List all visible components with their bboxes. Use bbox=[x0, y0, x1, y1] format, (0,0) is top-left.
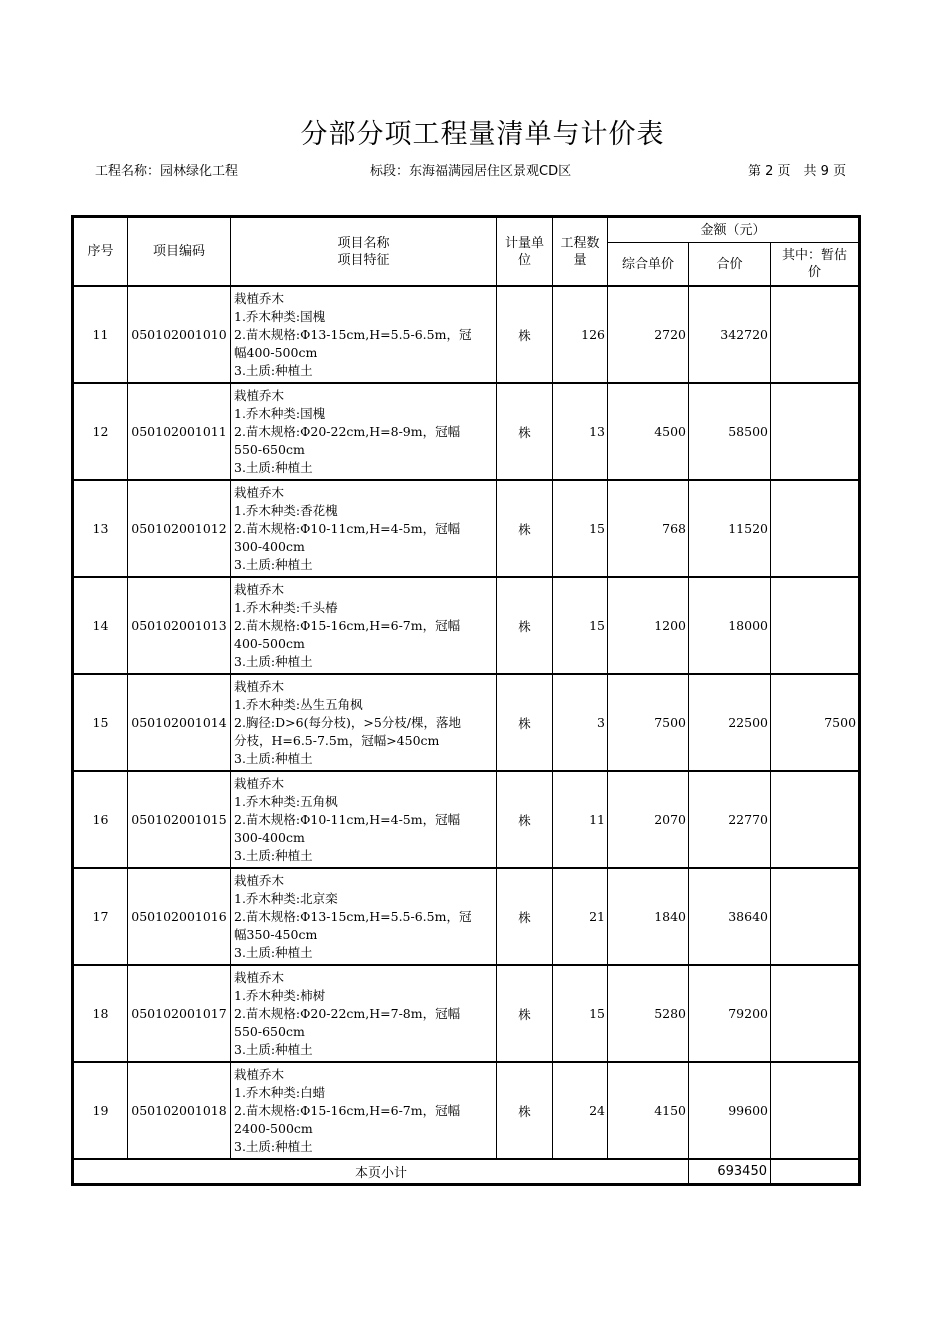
feature-line: 栽植乔木 bbox=[234, 290, 285, 306]
row-feature bbox=[231, 286, 497, 383]
row-code: 050102001015 bbox=[128, 771, 231, 868]
row-total: 18000 bbox=[689, 577, 771, 674]
table-row bbox=[73, 674, 860, 771]
feature-line: 3.土质:种植土 bbox=[234, 944, 313, 960]
feature-line: 栽植乔木 bbox=[234, 775, 285, 791]
row-qty: 15 bbox=[553, 577, 608, 674]
feature-line: 1.乔木种类:丛生五角枫 bbox=[234, 696, 363, 712]
row-code: 050102001018 bbox=[128, 1062, 231, 1159]
row-seq: 16 bbox=[73, 771, 128, 868]
feature-line: 1.乔木种类:国槐 bbox=[234, 405, 326, 421]
row-feature bbox=[231, 480, 497, 577]
row-provisional bbox=[771, 286, 860, 383]
row-feature bbox=[231, 577, 497, 674]
feature-line: 300-400cm bbox=[234, 829, 305, 845]
row-total: 79200 bbox=[689, 965, 771, 1062]
row-total: 11520 bbox=[689, 480, 771, 577]
row-feature bbox=[231, 674, 497, 771]
row-total: 22500 bbox=[689, 674, 771, 771]
row-unit-price: 768 bbox=[608, 480, 689, 577]
table-row bbox=[73, 286, 860, 383]
row-qty: 24 bbox=[553, 1062, 608, 1159]
row-qty: 3 bbox=[553, 674, 608, 771]
row-qty: 126 bbox=[553, 286, 608, 383]
row-unit-price: 1200 bbox=[608, 577, 689, 674]
row-unit: 株 bbox=[497, 480, 553, 577]
feature-line: 2.苗木规格:Φ15-16cm,H=6-7m，冠幅 bbox=[234, 1102, 461, 1118]
feature-line: 550-650cm bbox=[234, 1023, 305, 1039]
row-qty: 11 bbox=[553, 771, 608, 868]
subtotal-label: 本页小计 bbox=[73, 1159, 689, 1185]
feature-line: 1.乔木种类:香花槐 bbox=[234, 502, 338, 518]
row-seq: 14 bbox=[73, 577, 128, 674]
row-seq: 18 bbox=[73, 965, 128, 1062]
feature-line: 2.苗木规格:Φ10-11cm,H=4-5m，冠幅 bbox=[234, 520, 461, 536]
bill-of-quantities-table bbox=[71, 215, 861, 1186]
header-unit: 计量单位 bbox=[497, 217, 553, 287]
row-total: 38640 bbox=[689, 868, 771, 965]
row-qty: 21 bbox=[553, 868, 608, 965]
feature-line: 550-650cm bbox=[234, 441, 305, 457]
row-code: 050102001013 bbox=[128, 577, 231, 674]
feature-line: 2.胸径:D>6(每分枝)，>5分枝/棵，落地 bbox=[234, 714, 461, 730]
feature-line: 1.乔木种类:白蜡 bbox=[234, 1084, 326, 1100]
page-number: 第 2 页 共 9 页 bbox=[748, 164, 847, 179]
table-row bbox=[73, 965, 860, 1062]
row-feature bbox=[231, 383, 497, 480]
feature-line: 1.乔木种类:北京栾 bbox=[234, 890, 338, 906]
row-total: 99600 bbox=[689, 1062, 771, 1159]
subtotal-row bbox=[73, 1159, 860, 1185]
row-unit-price: 1840 bbox=[608, 868, 689, 965]
row-provisional bbox=[771, 383, 860, 480]
feature-line: 3.土质:种植土 bbox=[234, 556, 313, 572]
feature-line: 300-400cm bbox=[234, 538, 305, 554]
row-feature bbox=[231, 771, 497, 868]
row-provisional bbox=[771, 771, 860, 868]
row-code: 050102001011 bbox=[128, 383, 231, 480]
row-provisional bbox=[771, 480, 860, 577]
table-row bbox=[73, 1062, 860, 1159]
row-code: 050102001017 bbox=[128, 965, 231, 1062]
row-feature bbox=[231, 868, 497, 965]
row-provisional bbox=[771, 868, 860, 965]
row-unit: 株 bbox=[497, 286, 553, 383]
row-seq: 12 bbox=[73, 383, 128, 480]
subtotal-value: 693450 bbox=[689, 1159, 771, 1185]
feature-line: 3.土质:种植土 bbox=[234, 1138, 313, 1154]
row-seq: 13 bbox=[73, 480, 128, 577]
feature-line: 400-500cm bbox=[234, 635, 305, 651]
feature-line: 2.苗木规格:Φ20-22cm,H=8-9m，冠幅 bbox=[234, 423, 461, 439]
row-total: 22770 bbox=[689, 771, 771, 868]
row-seq: 15 bbox=[73, 674, 128, 771]
subtotal-provisional bbox=[771, 1159, 860, 1185]
feature-line: 2400-500cm bbox=[234, 1120, 313, 1136]
row-seq: 17 bbox=[73, 868, 128, 965]
feature-line: 2.苗木规格:Φ15-16cm,H=6-7m，冠幅 bbox=[234, 617, 461, 633]
row-provisional: 7500 bbox=[771, 674, 860, 771]
row-unit-price: 2720 bbox=[608, 286, 689, 383]
feature-line: 1.乔木种类:国槐 bbox=[234, 308, 326, 324]
header-unit-price: 综合单价 bbox=[608, 243, 689, 287]
row-provisional bbox=[771, 1062, 860, 1159]
row-code: 050102001012 bbox=[128, 480, 231, 577]
project-name: 工程名称：园林绿化工程 bbox=[95, 164, 239, 179]
row-unit: 株 bbox=[497, 674, 553, 771]
row-unit: 株 bbox=[497, 1062, 553, 1159]
feature-line: 2.苗木规格:Φ13-15cm,H=5.5-6.5m，冠 bbox=[234, 908, 472, 924]
table-row bbox=[73, 480, 860, 577]
row-unit-price: 2070 bbox=[608, 771, 689, 868]
header-provisional: 其中：暂估价 bbox=[771, 243, 860, 287]
page-title: 分部分项工程量清单与计价表 bbox=[300, 119, 665, 150]
feature-line: 3.土质:种植土 bbox=[234, 1041, 313, 1057]
header-code: 项目编码 bbox=[128, 217, 231, 287]
header-total: 合价 bbox=[689, 243, 771, 287]
row-feature bbox=[231, 965, 497, 1062]
row-qty: 13 bbox=[553, 383, 608, 480]
table-row bbox=[73, 383, 860, 480]
feature-line: 栽植乔木 bbox=[234, 1066, 285, 1082]
row-unit: 株 bbox=[497, 383, 553, 480]
row-unit: 株 bbox=[497, 771, 553, 868]
row-code: 050102001014 bbox=[128, 674, 231, 771]
row-total: 342720 bbox=[689, 286, 771, 383]
feature-line: 1.乔木种类:五角枫 bbox=[234, 793, 338, 809]
table-row bbox=[73, 868, 860, 965]
row-code: 050102001016 bbox=[128, 868, 231, 965]
feature-line: 栽植乔木 bbox=[234, 969, 285, 985]
header-qty: 工程数量 bbox=[553, 217, 608, 287]
table-row bbox=[73, 577, 860, 674]
feature-line: 2.苗木规格:Φ10-11cm,H=4-5m，冠幅 bbox=[234, 811, 461, 827]
feature-line: 3.土质:种植土 bbox=[234, 459, 313, 475]
feature-line: 幅350-450cm bbox=[234, 926, 318, 942]
row-seq: 11 bbox=[73, 286, 128, 383]
header-name: 项目名称 bbox=[337, 235, 390, 251]
row-provisional bbox=[771, 577, 860, 674]
row-code: 050102001010 bbox=[128, 286, 231, 383]
row-unit-price: 4500 bbox=[608, 383, 689, 480]
feature-line: 栽植乔木 bbox=[234, 484, 285, 500]
header-amount: 金额（元） bbox=[608, 217, 860, 243]
feature-line: 栽植乔木 bbox=[234, 872, 285, 888]
row-unit: 株 bbox=[497, 965, 553, 1062]
feature-line: 3.土质:种植土 bbox=[234, 362, 313, 378]
feature-line: 3.土质:种植土 bbox=[234, 653, 313, 669]
table-row bbox=[73, 771, 860, 868]
section-label: 标段：东海福满园居住区景观CD区 bbox=[370, 164, 572, 179]
row-unit: 株 bbox=[497, 868, 553, 965]
row-feature bbox=[231, 1062, 497, 1159]
row-provisional bbox=[771, 965, 860, 1062]
feature-line: 分枝，H=6.5-7.5m，冠幅>450cm bbox=[234, 732, 440, 748]
row-total: 58500 bbox=[689, 383, 771, 480]
row-seq: 19 bbox=[73, 1062, 128, 1159]
row-unit: 株 bbox=[497, 577, 553, 674]
feature-line: 栽植乔木 bbox=[234, 387, 285, 403]
feature-line: 3.土质:种植土 bbox=[234, 750, 313, 766]
row-qty: 15 bbox=[553, 965, 608, 1062]
row-unit-price: 4150 bbox=[608, 1062, 689, 1159]
feature-line: 3.土质:种植土 bbox=[234, 847, 313, 863]
feature-line: 栽植乔木 bbox=[234, 581, 285, 597]
feature-line: 2.苗木规格:Φ13-15cm,H=5.5-6.5m，冠 bbox=[234, 326, 472, 342]
row-qty: 15 bbox=[553, 480, 608, 577]
feature-line: 幅400-500cm bbox=[234, 344, 318, 360]
header-name-feature bbox=[231, 217, 497, 287]
header-seq: 序号 bbox=[73, 217, 128, 287]
feature-line: 1.乔木种类:千头椿 bbox=[234, 599, 338, 615]
feature-line: 栽植乔木 bbox=[234, 678, 285, 694]
row-unit-price: 7500 bbox=[608, 674, 689, 771]
header-feature: 项目特征 bbox=[337, 252, 390, 268]
feature-line: 2.苗木规格:Φ20-22cm,H=7-8m，冠幅 bbox=[234, 1005, 461, 1021]
row-unit-price: 5280 bbox=[608, 965, 689, 1062]
feature-line: 1.乔木种类:柿树 bbox=[234, 987, 326, 1003]
